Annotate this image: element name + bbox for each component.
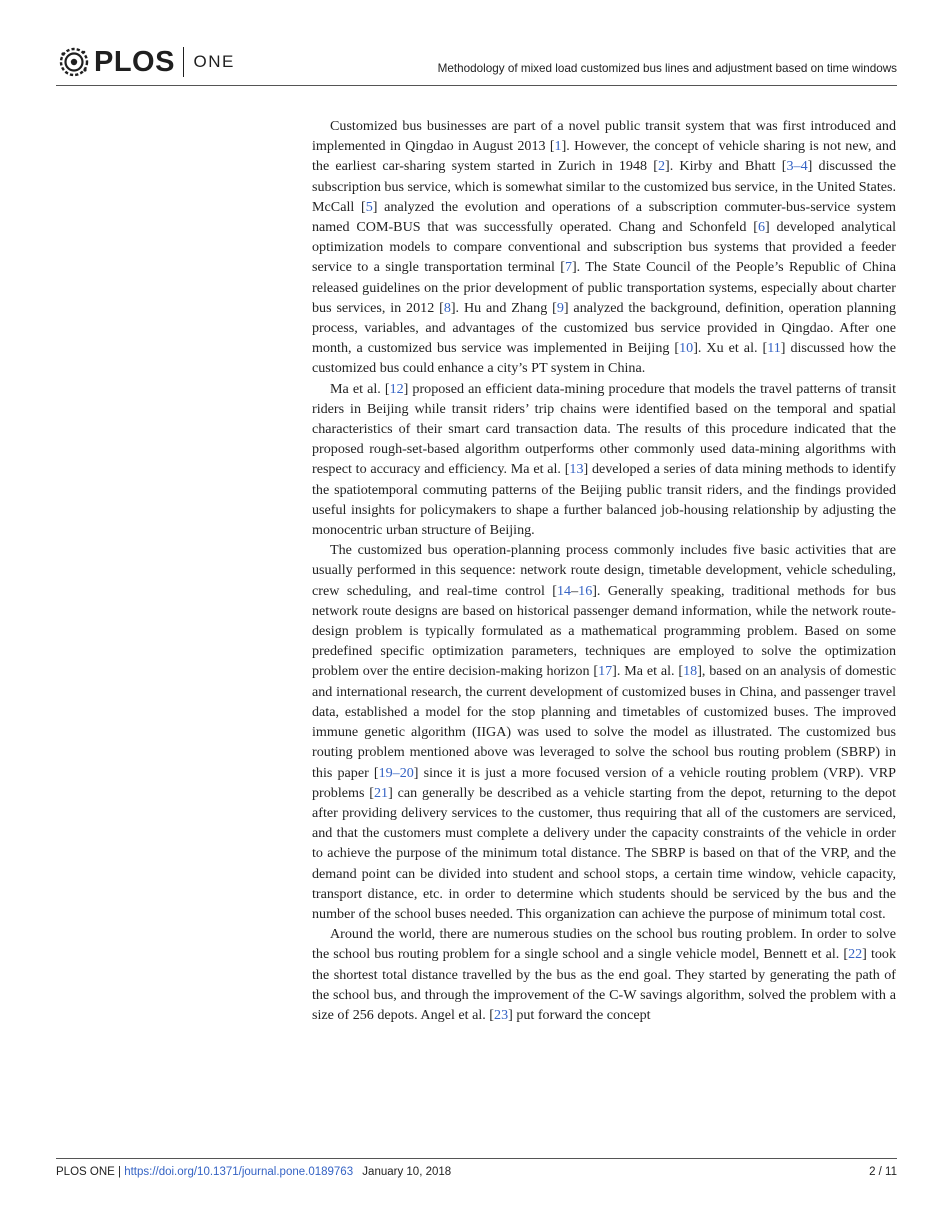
citation-link[interactable]: 13 — [569, 461, 584, 478]
paragraph-text: ] analyzed the evolution and operations of a subscription commuter-bus-service system named COM-BUS that was successfully operated. Chang and Schonfeld [ — [312, 198, 896, 236]
citation-link[interactable]: 19–20 — [378, 764, 414, 781]
paragraph-text: ], based on an analysis of domestic and international research, the current development of customized buses in China, and passenger travel data, established a model for the stop planning and timetables of customized buses. The improved immune genetic algorithm (IIGA) was used to solve the model as illustrated. The customized bus routing problem mentioned above was leveraged to solve the school bus routing problem (SBRP) in this paper [ — [312, 663, 896, 781]
footer-journal: PLOS ONE | — [56, 1166, 121, 1178]
paragraph-text: ]. However, the concept of vehicle sharing is not new, and the earliest car-sharing system started in Zurich in 1948 [ — [312, 138, 896, 175]
paragraph-text: ] developed a series of data mining methods to identify the spatiotemporal commuting patterns of the Beijing public transit riders, and the findings provided useful insights for policymakers to shape a further balanced job-housing relationship by adjusting the monocentric urban structure of Beijing. — [312, 461, 896, 539]
citation-link[interactable]: 16 — [578, 582, 593, 599]
paragraph-text: ]. Hu and Zhang [ — [450, 299, 557, 316]
paragraph-text: ] discussed how the customized bus could enhance a city’s PT system in China. — [312, 340, 896, 377]
paragraph-text: ] since it is just a more focused version of a vehicle routing problem (VRP). VRP problems [ — [312, 764, 896, 801]
paragraph-text: ] discussed the subscription bus service, which is somewhat similar to the customized bus service, in the United States. McCall [ — [312, 158, 896, 215]
paragraph-text: ] proposed an efficient data-mining procedure that models the travel patterns of transit riders in Beijing while transit riders’ trip chains were identified based on the temporal and spatial characteristics of their smart card transaction data. The results of this procedure indicated that the proposed rough-set-based algorithm outperforms other commonly used data-mining algorithms with respect to accuracy and efficiency. Ma et al. [ — [312, 380, 897, 478]
journal-logo — [56, 44, 235, 80]
citation-link[interactable]: 23 — [494, 1006, 509, 1023]
page-header — [56, 40, 897, 86]
article-body — [312, 116, 896, 1025]
paragraph-text: Ma et al. [ — [330, 380, 390, 397]
plos-logo-icon — [56, 44, 92, 80]
citation-link[interactable]: 18 — [683, 663, 698, 680]
paragraph-2 — [312, 379, 896, 541]
citation-link[interactable]: 3–4 — [786, 158, 808, 175]
paragraph-text: ]. Kirby and Bhatt [ — [665, 158, 787, 175]
paragraph-text: ]. Ma et al. [ — [612, 663, 684, 680]
citation-link[interactable]: 14 — [557, 582, 572, 599]
paragraph-text: The customized bus operation-planning process commonly includes five basic activities that are usually performed in this sequence: network route design, timetable development, vehicle scheduling, crew scheduling, and real-time control [ — [312, 542, 896, 599]
citation-link[interactable]: 9 — [556, 299, 564, 316]
citation-link[interactable]: 12 — [389, 380, 404, 397]
paragraph-text: ] can generally be described as a vehicle starting from the depot, returning to the depot after providing delivery services to the customer, thus requiring that all of the customers are serviced, and that the customers must complete a delivery under the capacity constraints of the vehicle in order to achieve the purpose of the minimum total distance. The SBRP is based on that of the VRP, and the demand point can be divided into student and school stops, a certain time window, vehicle capacity, transport distance, etc. in order to determine which students should be serviced by the bus and the number of the school buses needed. This organization can achieve the purpose of minimum total cost. — [312, 784, 897, 922]
paragraph-text: Customized bus businesses are part of a novel public transit system that was first introduced and implemented in Qingdao in August 2013 [ — [312, 118, 896, 155]
citation-link[interactable]: 6 — [757, 219, 766, 236]
paragraph-text: ] put forward the concept — [508, 1006, 651, 1023]
paragraph-text: ] analyzed the background, definition, operation planning process, variables, and advantages of the customized bus service provided in Qingdao. After one month, a customized bus service was implemented in Beijing [ — [312, 299, 896, 357]
citation-link[interactable]: 21 — [373, 784, 389, 801]
citation-link[interactable]: 10 — [679, 340, 694, 357]
paragraph-text: – — [571, 582, 579, 599]
paragraph-text: ]. Xu et al. [ — [693, 340, 768, 357]
footer-date: January 10, 2018 — [362, 1166, 452, 1178]
paragraph-text: ] took the shortest total distance travelled by the bus as the end goal. They started by generating the path of the school bus, and through the improvement of the C-W savings algorithm, solved the problem with a size of 256 depots. Angel et al. [ — [312, 946, 896, 1023]
paragraph-1 — [312, 116, 896, 379]
citation-link[interactable]: 22 — [848, 946, 863, 963]
paragraph-3 — [312, 540, 896, 924]
citation-link[interactable]: 2 — [657, 158, 665, 175]
footer-divider — [56, 1158, 897, 1159]
logo-divider — [183, 47, 185, 77]
citation-link[interactable]: 17 — [598, 663, 613, 680]
citation-link[interactable]: 5 — [365, 198, 373, 215]
citation-link[interactable]: 8 — [443, 299, 451, 316]
header-divider — [56, 85, 897, 86]
running-title: Methodology of mixed load customized bus lines and adjustment based on time windows — [437, 62, 897, 75]
citation-link[interactable]: 7 — [564, 259, 572, 276]
journal-name: PLOS — [94, 45, 175, 78]
journal-subname: ONE — [193, 52, 235, 71]
citation-link[interactable]: 11 — [767, 340, 781, 357]
page-number: 2 / 11 — [869, 1166, 897, 1178]
doi-link[interactable]: https://doi.org/10.1371/journal.pone.0189763 — [124, 1166, 354, 1178]
paragraph-text: ]. Generally speaking, traditional methods for bus network route designs are based on historical passenger demand information, while the network route-design problem is typically formulated as a mathematical programming problem. Based on some predefined specific optimization parameters, techniques are employed to solve the optimization problem over the entire decision-making horizon [ — [312, 582, 896, 680]
citation-link[interactable]: 1 — [554, 138, 562, 155]
paragraph-4 — [312, 924, 896, 1025]
paragraph-text: Around the world, there are numerous studies on the school bus routing problem. In order to solve the school bus routing problem for a single school and a single vehicle model, Bennett et al. [ — [312, 926, 896, 963]
paragraph-text: ]. The State Council of the People’s Republic of China released guidelines on the prior development of public transportation systems, especially about charter bus services, in 2012 [ — [312, 259, 896, 316]
paragraph-text: ] developed analytical optimization models to compare conventional and subscription bus systems that provided a feeder service to a single transportation terminal [ — [312, 219, 897, 276]
